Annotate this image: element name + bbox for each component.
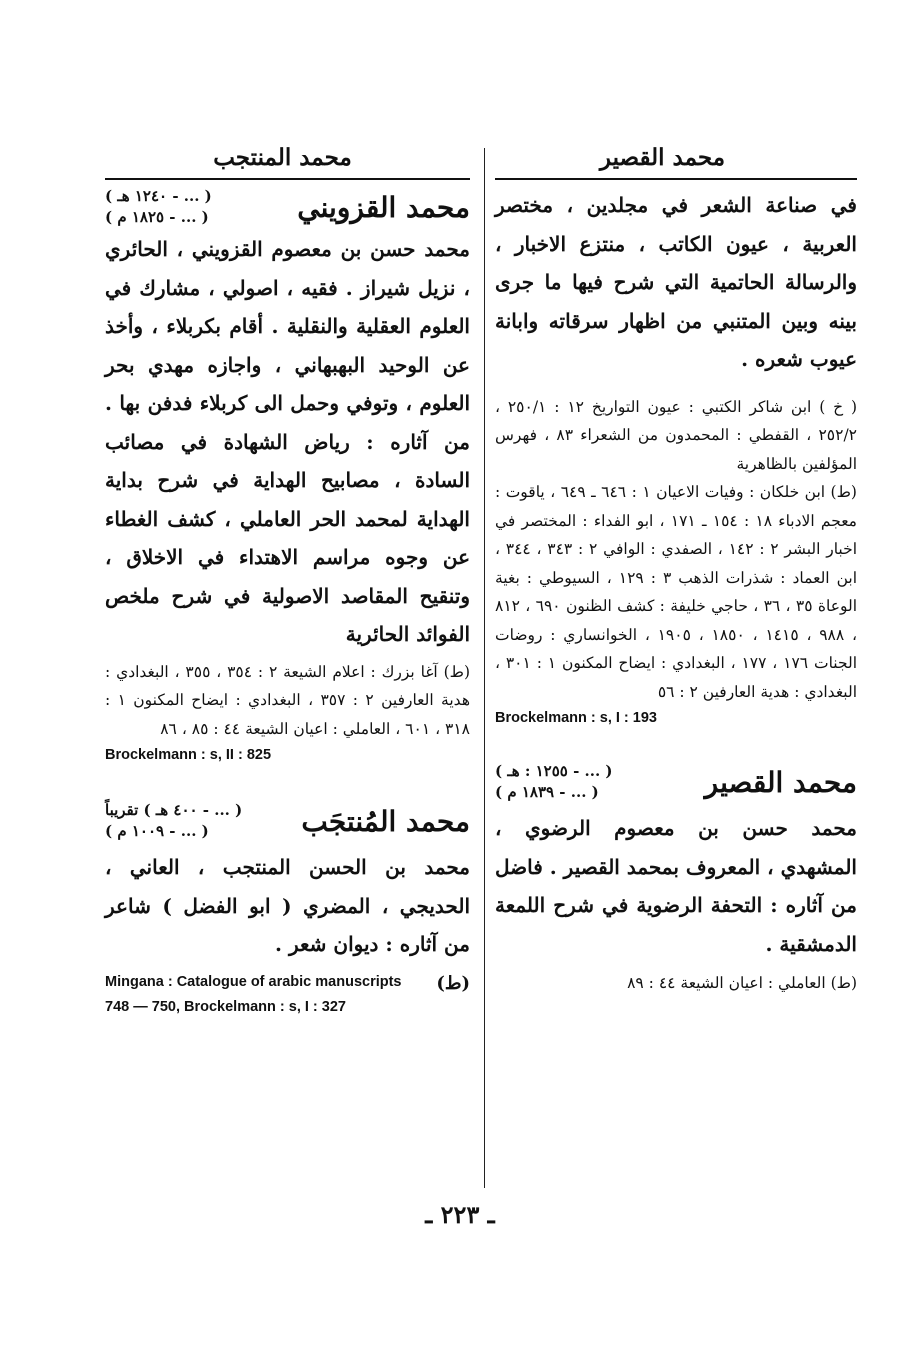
entry-reference: (ط) العاملي : اعيان الشيعة ٤٤ : ٨٩ [627, 974, 857, 992]
date-hijri: ( ... - ٤٠٠ هـ ) تقريباً [105, 801, 243, 819]
date-hijri: ( ... - ١٢٤٠ هـ ) [105, 187, 212, 205]
entry-text: محمد بن الحسن المنتجب ، العاني ، الحديجي ، المضري ( ابو الفضل ) شاعر من آثاره : ديوان شعر . [105, 855, 470, 956]
left-column [105, 186, 470, 1020]
entry-name: محمد القصير [704, 765, 857, 799]
date-ad: ( ... - ١٨٣٩ م ) [495, 783, 599, 801]
date-hijri: ( ... - ١٢٥٥ : هـ ) [495, 762, 613, 780]
entry-dates [495, 761, 613, 803]
entry-name: محمد القزويني [297, 190, 470, 224]
right-running-head: محمد القصير [599, 144, 726, 171]
page-number: ـ ٢٢٣ ـ [425, 1200, 495, 1229]
latin-reference: Brockelmann : s, I : 193 [495, 710, 657, 726]
left-running-head: محمد المنتجب [213, 144, 352, 171]
right-head-rule [495, 178, 857, 180]
continued-entry-text: في صناعة الشعر في مجلدين ، مختصر العربية ، عيون الكاتب ، منتزع الاخبار ، والرسالة الحاتمية التي شرح فيها ما جرى بينه وبين المتنبي من اظهار سرقاته وابانة عيوب شعره . [495, 193, 857, 371]
left-head-rule [105, 178, 470, 180]
entry-header-qasir [495, 761, 857, 803]
entry-header-qazwini [105, 186, 470, 228]
date-ad: ( ... - ١٨٢٥ م ) [105, 208, 209, 226]
reference-marker: (ط) [436, 972, 470, 994]
right-column [495, 186, 857, 998]
references-kh: ( خ ) ابن شاكر الكتبي : عيون التواريخ ١٢ : ٢٥٠/١ ، ٢٥٢/٢ ، القفطي : المحمدون من الشعراء ٨٣ ، فهرس المؤلفين بالظاهرية [495, 397, 857, 473]
entry-reference [105, 970, 470, 1020]
entry-dates [105, 186, 212, 228]
entry-references: (ط) آغا بزرك : اعلام الشيعة ٢ : ٣٥٤ ، ٣٥٥ ، البغدادي : هدية العارفين ٢ : ٣٥٧ ، البغدادي : ايضاح المكنون ١ : ٣١٨ ، ٦٠١ ، العاملي : اعيان الشيعة ٤٤ : ٨٥ ، ٨٦ [105, 662, 470, 738]
latin-reference: Mingana : Catalogue of arabic manuscripts 748 — 750, Brockelmann : s, I : 327 [105, 973, 402, 1015]
entry-name: محمد المُنتجَب [301, 804, 470, 838]
references-t: (ط) ابن خلكان : وفيات الاعيان ١ : ٦٤٦ ـ ٦٤٩ ، ياقوت : معجم الادباء ١٨ : ١٥٤ ـ ١٧١ ، ابو الفداء : المختصر في اخبار البشر ٢ : ١٤٢ ، الصفدي : الوافي ٢ : ٣٤٣ ، ٣٤٤ ، ابن العماد : شذرات الذهب ٣ : ١٢٩ ، السيوطي : بغية الوعاة ٣٥ ، ٣٦ ، حاجي خليفة : كشف الظنون ٦٩٠ ، ٨١٢ ، ٩٨٨ ، ١٤١٥ ، ١٨٥٠ ، ١٩٠٥ ، الخوانساري : روضات الجنات ١٧٦ ، ١٧٧ ، البغدادي : ايضاح المكنون ١ : ٣٠١ ، البغدادي : هدية العارفين ٢ : ٥٦ [495, 483, 858, 701]
entry-dates [105, 800, 242, 842]
column-divider [484, 148, 485, 1188]
entry-text: محمد حسن بن معصوم القزويني ، الحائري ، نزيل شيراز . فقيه ، اصولي ، مشارك في العلوم العقلية والنقلية . أقام بكربلاء ، وأخذ عن الوحيد البهبهاني ، واجازه مهدي بحر العلوم ، وتوفي وحمل الى كربلاء فدفن بها . من آثاره : رياض الشهادة في مصائب السادة ، مصابيح الهداية في شرح بداية الهداية لمحمد الحر العاملي ، كشف الغطاء عن وجوه مراسم الاهتداء في الاخلاق ، وتنقيح المقاصد الاصولية في شرح ملخص الفوائد الحائرية [105, 237, 470, 646]
latin-reference: Brockelmann : s, II : 825 [105, 747, 272, 763]
entry-header-muntajab [105, 800, 470, 842]
entry-text: محمد حسن بن معصوم الرضوي ، المشهدي ، المعروف بمحمد القصير . فاضل من آثاره : التحفة الرضوية في شرح اللمعة الدمشقية . [495, 816, 857, 956]
date-ad: ( ... - ١٠٠٩ م ) [105, 822, 209, 840]
